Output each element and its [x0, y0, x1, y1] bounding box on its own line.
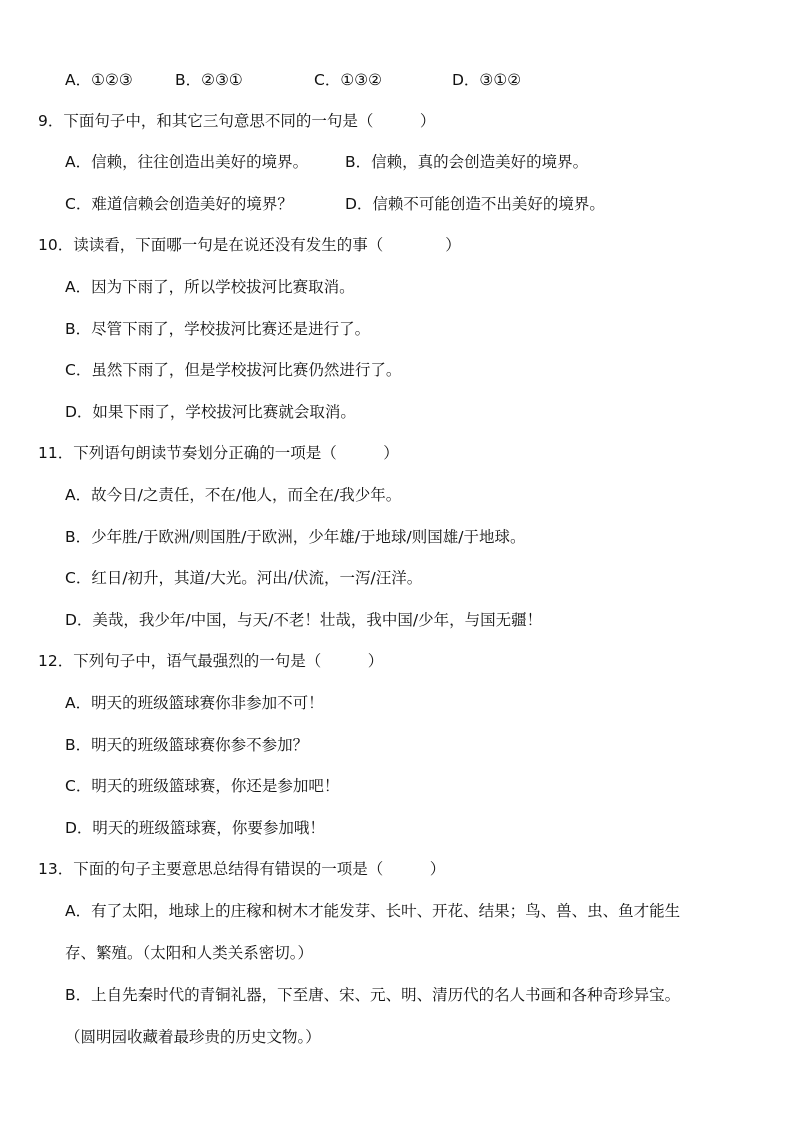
- q13-option-b-line2: （圆明园收藏着最珍贵的历史文物。）: [65, 1028, 321, 1046]
- q12-option-d: D．明天的班级篮球赛，你要参加哦！: [65, 819, 325, 837]
- q8-option-c: C．①③②: [314, 71, 383, 89]
- q13-option-b-line1: B．上自先秦时代的青铜礼器，下至唐、宋、元、明、清历代的名人书画和各种奇珍异宝。: [65, 986, 681, 1004]
- q9-stem: 9．下面句子中，和其它三句意思不同的一句是（ ）: [38, 112, 436, 130]
- q10-option-c: C．虽然下雨了，但是学校拔河比赛仍然进行了。: [65, 361, 402, 379]
- q10-option-d: D．如果下雨了，学校拔河比赛就会取消。: [65, 403, 356, 421]
- q9-option-a: A．信赖，往往创造出美好的境界。: [65, 153, 309, 171]
- q9-option-c: C．难道信赖会创造美好的境界？: [65, 195, 293, 213]
- q12-option-a: A．明天的班级篮球赛你非参加不可！: [65, 694, 324, 712]
- q11-option-b: B．少年胜/于欧洲/则国胜/于欧洲，少年雄/于地球/则国雄/于地球。: [65, 528, 526, 546]
- q11-stem: 11．下列语句朗读节奏划分正确的一项是（ ）: [38, 444, 399, 462]
- q8-option-d: D．③①②: [452, 71, 522, 89]
- q8-option-b: B．②③①: [175, 71, 243, 89]
- q9-options-row1: [0, 151, 794, 173]
- q10-stem: 10．读读看，下面哪一句是在说还没有发生的事（ ）: [38, 236, 461, 254]
- q9-option-d: D．信赖不可能创造不出美好的境界。: [345, 195, 605, 213]
- q12-option-c: C．明天的班级篮球赛，你还是参加吧！: [65, 777, 340, 795]
- q13-option-a-line1: A．有了太阳，地球上的庄稼和树木才能发芽、长叶、开花、结果；鸟、兽、虫、鱼才能生: [65, 902, 681, 920]
- q9-options-row2: [0, 193, 794, 215]
- q13-option-a-line2: 存、繁殖。（太阳和人类关系密切。）: [65, 944, 314, 962]
- q12-option-b: B．明天的班级篮球赛你参不参加？: [65, 736, 309, 754]
- q8-option-a: A．①②③: [65, 71, 133, 89]
- q13-stem: 13．下面的句子主要意思总结得有错误的一项是（ ）: [38, 860, 446, 878]
- q11-option-c: C．红日/初升，其道/大光。河出/伏流，一泻/汪洋。: [65, 569, 423, 587]
- q9-option-b: B．信赖，真的会创造美好的境界。: [345, 153, 589, 171]
- q10-option-b: B．尽管下雨了，学校拔河比赛还是进行了。: [65, 320, 371, 338]
- q11-option-d: D．美哉，我少年/中国，与天/不老！壮哉，我中国/少年，与国无疆！: [65, 611, 543, 629]
- q12-stem: 12．下列句子中，语气最强烈的一句是（ ）: [38, 652, 384, 670]
- q11-option-a: A．故今日/之责任，不在/他人，而全在/我少年。: [65, 486, 402, 504]
- q8-options: [0, 69, 794, 91]
- q10-option-a: A．因为下雨了，所以学校拔河比赛取消。: [65, 278, 355, 296]
